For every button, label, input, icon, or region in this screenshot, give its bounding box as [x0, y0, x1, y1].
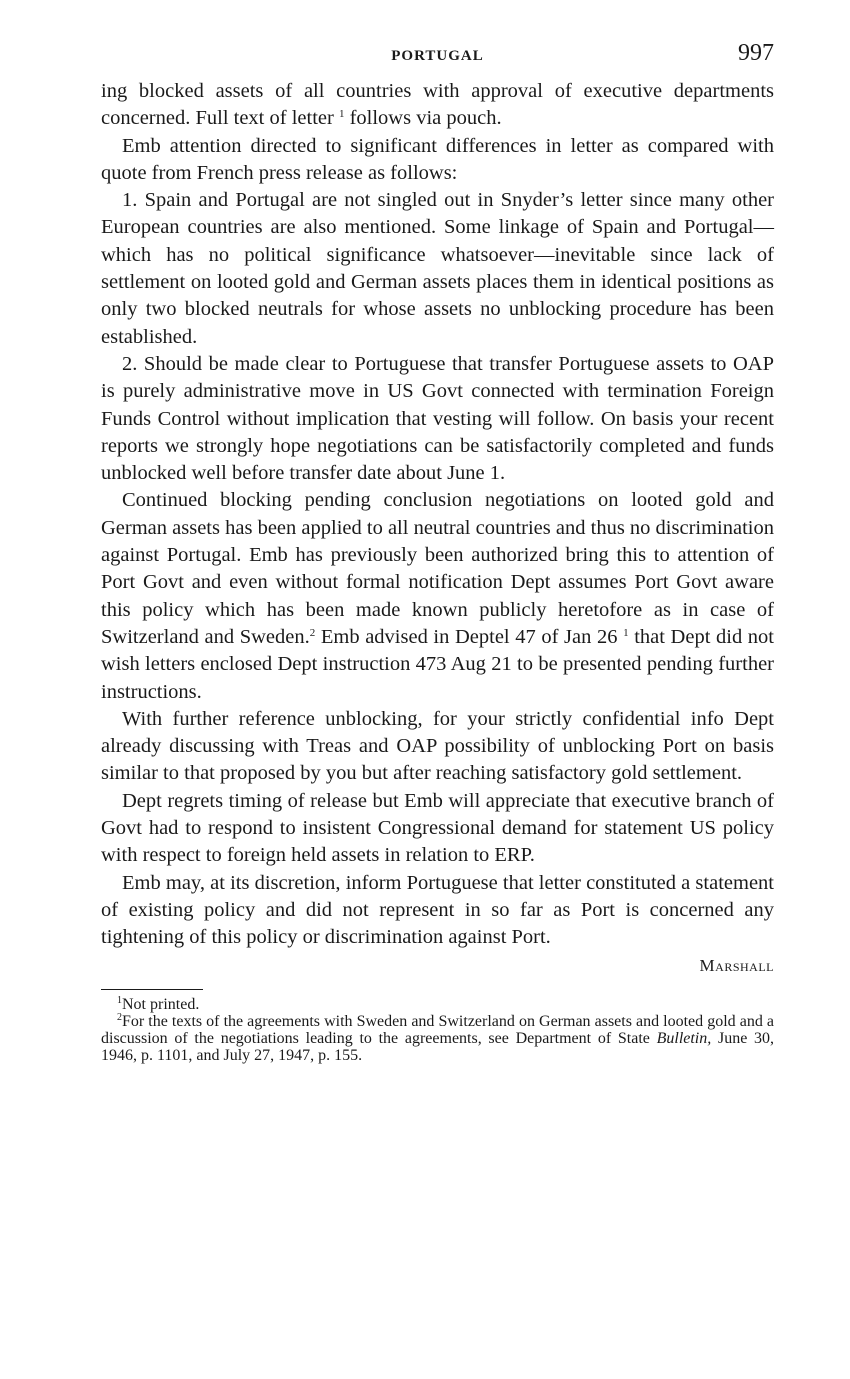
footnote-text: June 30, 1946, p. 1101, and July 27, 1947, p. 155. — [101, 1029, 775, 1064]
paragraph: Emb attention directed to significant differences in letter as compared with quote from French press release as follows: — [101, 134, 774, 184]
paragraph-point-2: 2. Should be made clear to Portuguese that transfer Portuguese assets to OAP is purely administrative move in US Govt connected with termination Foreign Funds Control without implication that vesting will follow. On basis your recent reports we strongly hope negotiations can be satisfactorily completed and funds unblocked well before transfer date about June 1. — [101, 352, 774, 485]
footnote-mark: 2 — [117, 1011, 122, 1023]
document-page — [101, 38, 774, 1064]
paragraph-continuation — [101, 78, 774, 133]
paragraph-text: Continued blocking pending conclusion negotiations on looted gold and German assets has been applied to all neutral countries and thus no discrimination against Portugal. Emb has previously been authorized bring this to attention of Port Govt and even without formal notification Dept assumes Port Govt aware this policy which has been made known publicly heretofore as in case of Switzerland and Sweden. — [101, 489, 774, 648]
footnotes — [101, 996, 774, 1064]
signature: Marshall — [699, 955, 774, 975]
body-text — [101, 78, 774, 952]
footnote-1 — [101, 996, 774, 1013]
running-head: PORTUGAL — [391, 48, 484, 64]
paragraph-text: that Dept did not wish letters enclosed Dept instruction 473 Aug 21 to be presented pending further instructions. — [101, 625, 774, 703]
paragraph — [101, 487, 774, 705]
page-number: 997 — [738, 40, 774, 66]
paragraph: Dept regrets timing of release but Emb will appreciate that executive branch of Govt had to respond to insistent Congressional demand for statement US policy with respect to foreign held assets in relation to ERP. — [101, 789, 774, 867]
paragraph: With further reference unblocking, for your strictly confidential info Dept already discussing with Treas and OAP possibility of unblocking Port on basis similar to that proposed by you but after reaching satisfactory gold settlement. — [101, 707, 774, 785]
paragraph-point-1: 1. Spain and Portugal are not singled out in Snyder’s letter since many other European countries are also mentioned. Some linkage of Spain and Portugal—which has no political significance whatsoever—inevitable since lack of settlement on looted gold and German assets places them in identical positions as only two blocked neutrals for whose assets no unblocking procedure has been established. — [101, 189, 774, 348]
footnote-2 — [101, 1013, 774, 1064]
footnote-text: Not printed. — [122, 995, 200, 1013]
paragraph-text: follows via pouch. — [349, 107, 502, 130]
footnote-ref: 1 — [623, 626, 629, 639]
footnote-italic: Bulletin, — [656, 1029, 712, 1047]
paragraph-text: ing blocked assets of all countries with approval of executive departments concerned. Full text of letter — [101, 80, 774, 130]
paragraph: Emb may, at its discretion, inform Portuguese that letter constituted a statement of existing policy and did not represent in so far as Port is concerned any tightening of this policy or discrimination against Port. — [101, 871, 774, 949]
paragraph-text: Emb advised in Deptel 47 of Jan 26 — [320, 625, 618, 648]
footnote-ref: 1 — [338, 108, 345, 121]
footnote-text: For the texts of the agreements with Sweden and Switzerland on German assets and looted gold and a discussion of the negotiations leading to the agreements, see Department of State — [101, 1012, 774, 1047]
footnote-ref: 2 — [309, 626, 316, 639]
page-header — [101, 38, 774, 78]
footnote-mark: 1 — [117, 994, 122, 1006]
footnote-divider — [101, 989, 203, 990]
